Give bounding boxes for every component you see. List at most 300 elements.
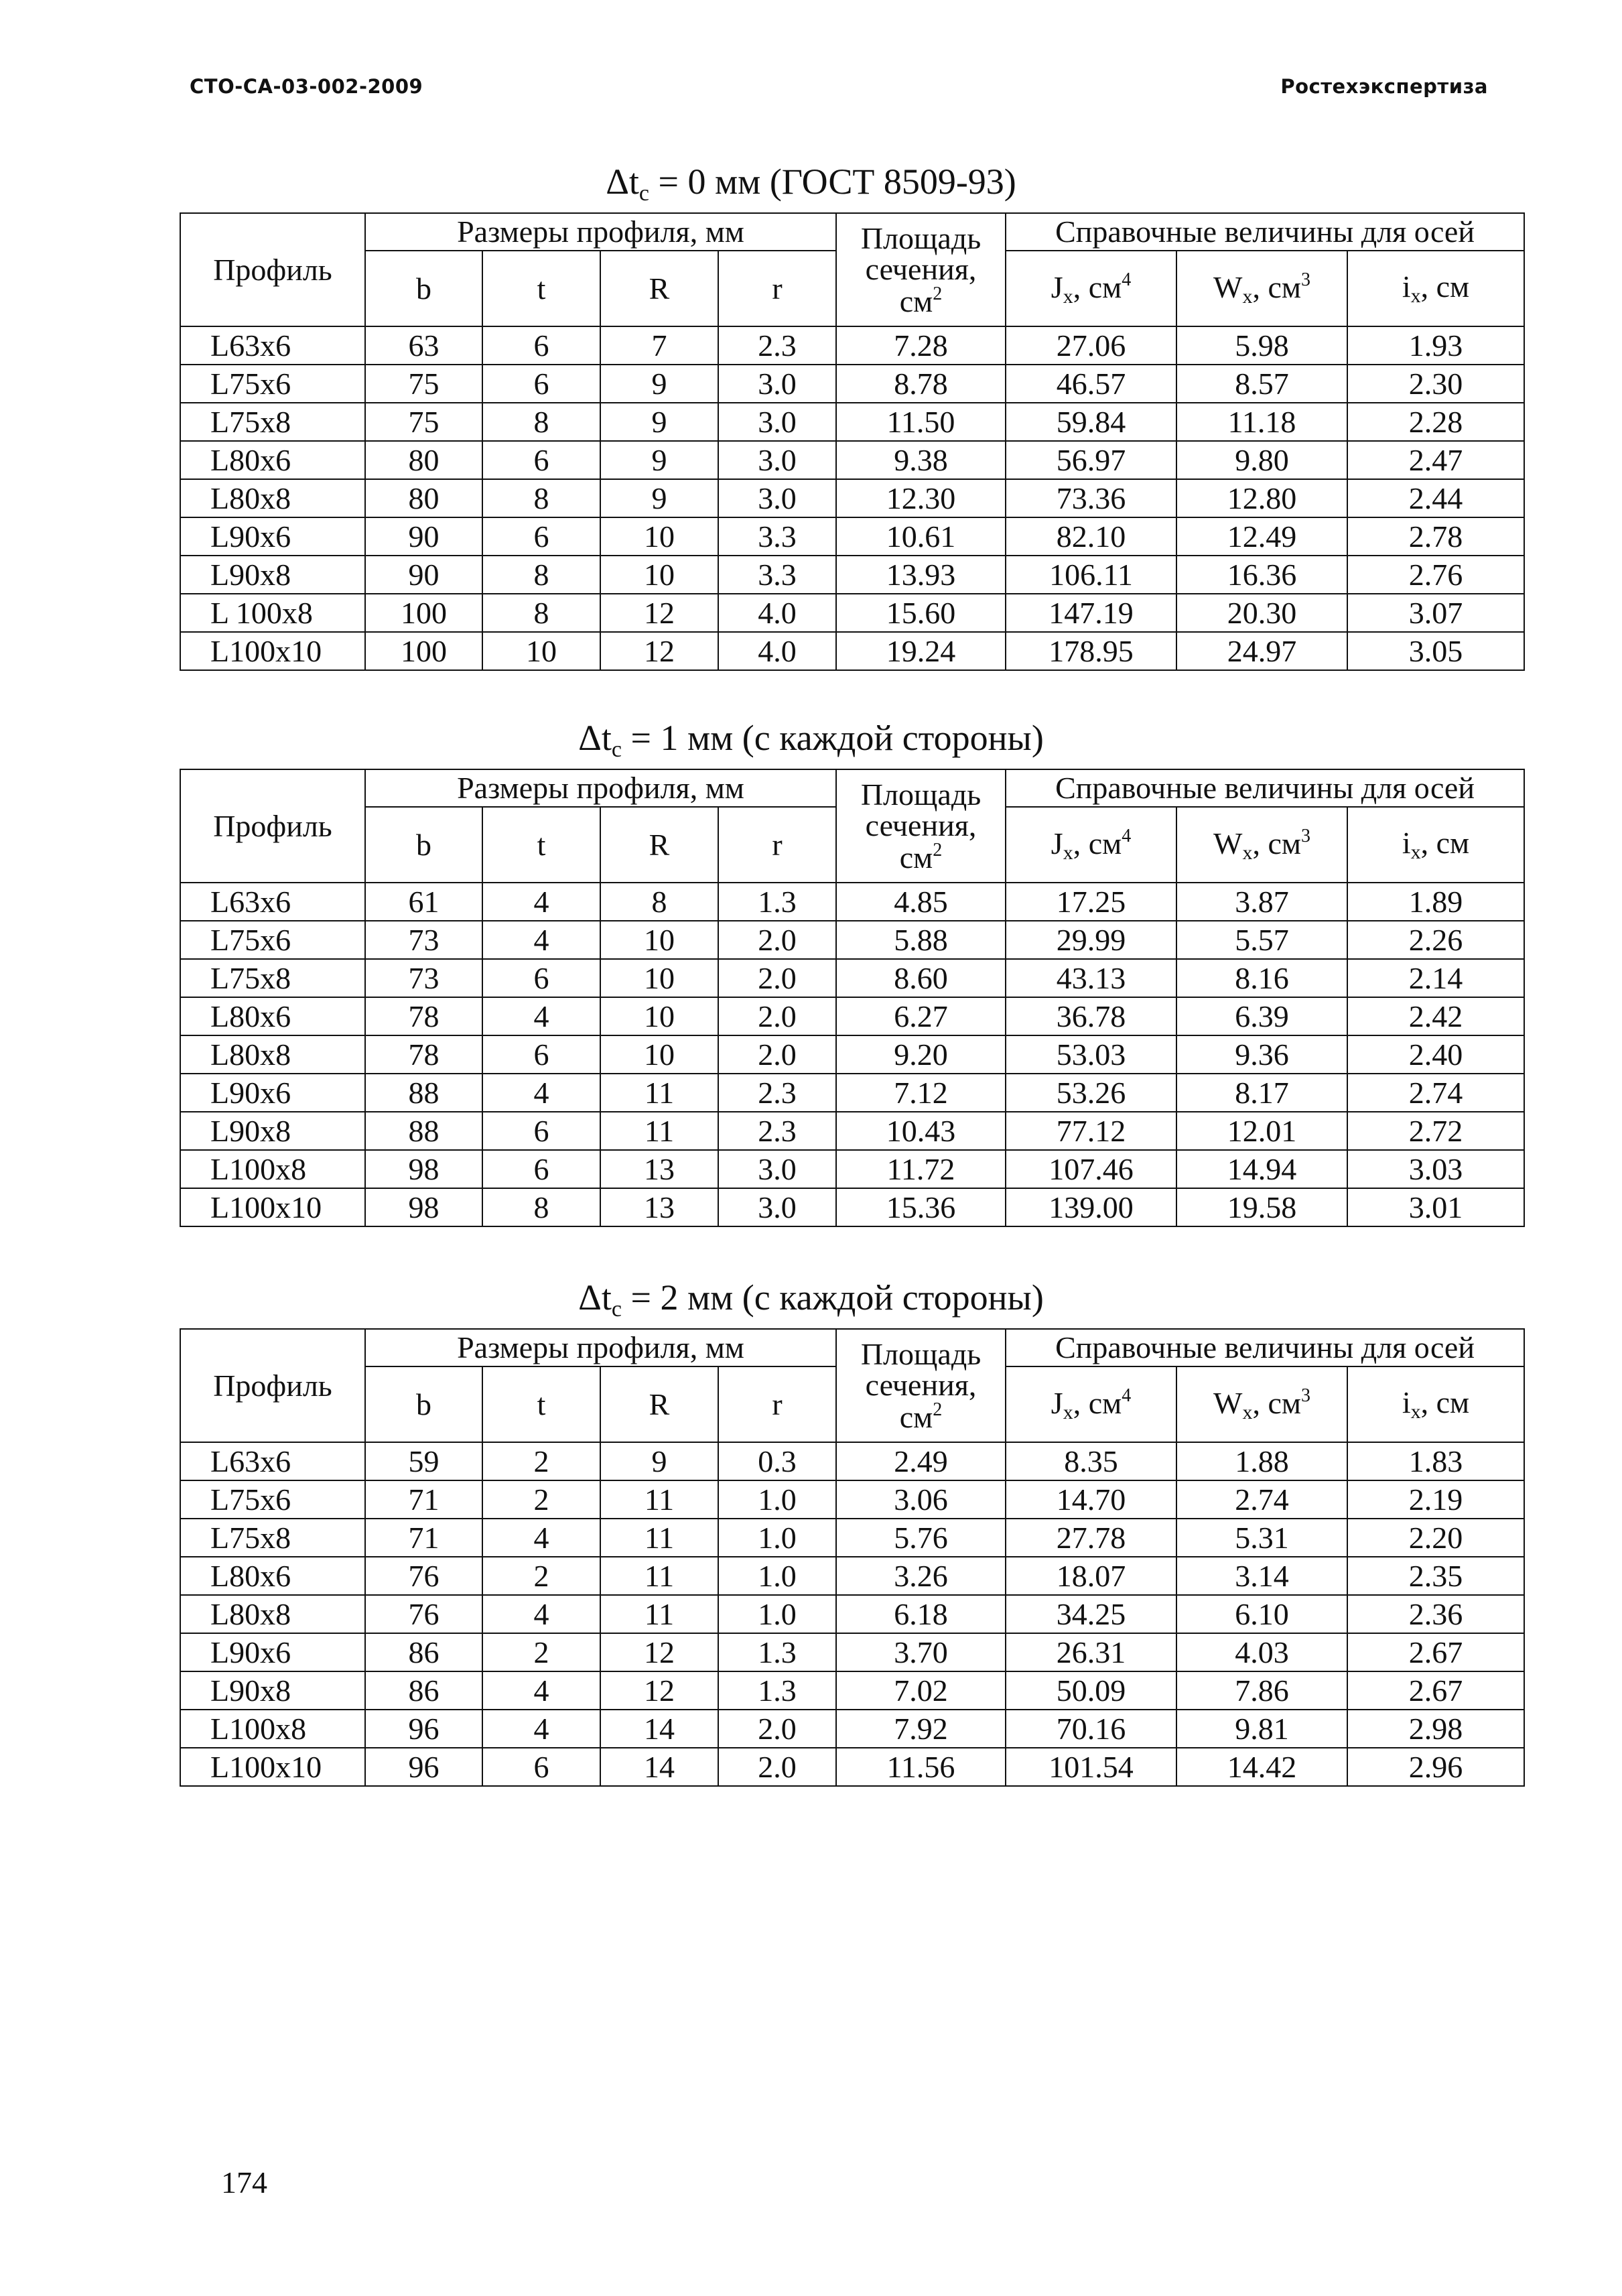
header-area-exponent: 2: [933, 839, 943, 860]
value-cell: 88: [365, 1112, 482, 1150]
value-cell: 106.11: [1006, 556, 1176, 594]
value-cell: 2.20: [1347, 1519, 1524, 1557]
header-jx: [1006, 251, 1176, 326]
value-cell: 10: [600, 997, 718, 1035]
value-cell: 16.36: [1176, 556, 1347, 594]
value-cell: 6: [482, 517, 600, 556]
value-cell: 8: [482, 1188, 600, 1226]
value-cell: 12.80: [1176, 479, 1347, 517]
value-cell: 2.74: [1347, 1074, 1524, 1112]
profile-table: [180, 769, 1525, 1227]
value-cell: 11: [600, 1557, 718, 1595]
value-cell: 8.60: [836, 959, 1006, 997]
value-cell: 8: [482, 479, 600, 517]
header-r-label: r: [772, 271, 783, 306]
header-wx-symbol: W: [1213, 269, 1243, 304]
value-cell: 2.0: [718, 997, 836, 1035]
value-cell: 1.93: [1347, 326, 1524, 365]
header-ix-symbol: i: [1402, 269, 1411, 304]
header-ix-unit: , см: [1420, 825, 1470, 860]
header-wx-subscript: x: [1242, 285, 1253, 308]
value-cell: 14: [600, 1710, 718, 1748]
profile-name-cell: L 100x8: [180, 594, 365, 632]
value-cell: 50.09: [1006, 1671, 1176, 1710]
profile-name-cell: L90x6: [180, 517, 365, 556]
header-jx: [1006, 1366, 1176, 1442]
value-cell: 1.3: [718, 1633, 836, 1671]
value-cell: 10.43: [836, 1112, 1006, 1150]
header-profile-label: Профиль: [213, 1368, 332, 1403]
value-cell: 5.98: [1176, 326, 1347, 365]
value-cell: 20.30: [1176, 594, 1347, 632]
value-cell: 1.88: [1176, 1442, 1347, 1480]
header-ix-unit: , см: [1420, 1385, 1470, 1419]
value-cell: 2.67: [1347, 1671, 1524, 1710]
value-cell: 46.57: [1006, 365, 1176, 403]
value-cell: 3.3: [718, 517, 836, 556]
header-dimensions: [365, 213, 836, 251]
value-cell: 8.16: [1176, 959, 1347, 997]
value-cell: 8: [600, 883, 718, 921]
value-cell: 10: [600, 921, 718, 959]
profile-name-cell: L90x8: [180, 556, 365, 594]
header-profile: [180, 213, 365, 326]
value-cell: 10: [600, 959, 718, 997]
value-cell: 7.92: [836, 1710, 1006, 1748]
caption-text: = 1 мм (с каждой стороны): [621, 718, 1044, 758]
table-caption: [0, 717, 1622, 763]
value-cell: 5.31: [1176, 1519, 1347, 1557]
value-cell: 90: [365, 517, 482, 556]
value-cell: 6.27: [836, 997, 1006, 1035]
value-cell: 0.3: [718, 1442, 836, 1480]
value-cell: 2.30: [1347, 365, 1524, 403]
value-cell: 8.17: [1176, 1074, 1347, 1112]
value-cell: 3.70: [836, 1633, 1006, 1671]
value-cell: 2.0: [718, 959, 836, 997]
value-cell: 3.0: [718, 403, 836, 441]
value-cell: 76: [365, 1557, 482, 1595]
value-cell: 73: [365, 921, 482, 959]
value-cell: 75: [365, 365, 482, 403]
header-ix: [1347, 251, 1524, 326]
header-t-label: t: [537, 271, 546, 306]
value-cell: 3.0: [718, 1150, 836, 1188]
profile-name-cell: L75x6: [180, 921, 365, 959]
value-cell: 1.89: [1347, 883, 1524, 921]
header-area-line2: сечения,: [865, 808, 977, 842]
header-row: [180, 1329, 1524, 1366]
profile-name-cell: L80x8: [180, 1035, 365, 1074]
value-cell: 27.06: [1006, 326, 1176, 365]
value-cell: 2.72: [1347, 1112, 1524, 1150]
value-cell: 107.46: [1006, 1150, 1176, 1188]
value-cell: 78: [365, 997, 482, 1035]
value-cell: 1.0: [718, 1519, 836, 1557]
header-wx-symbol: W: [1213, 826, 1243, 860]
value-cell: 59: [365, 1442, 482, 1480]
value-cell: 2.3: [718, 1074, 836, 1112]
value-cell: 8: [482, 403, 600, 441]
header-profile-label: Профиль: [213, 252, 332, 287]
header-t: [482, 807, 600, 883]
header-ix-subscript: x: [1410, 840, 1421, 863]
value-cell: 24.97: [1176, 632, 1347, 670]
value-cell: 13: [600, 1188, 718, 1226]
header-wx-symbol: W: [1213, 1385, 1243, 1420]
value-cell: 1.3: [718, 1671, 836, 1710]
profile-name-cell: L75x8: [180, 403, 365, 441]
value-cell: 26.31: [1006, 1633, 1176, 1671]
value-cell: 2.36: [1347, 1595, 1524, 1633]
profile-name-cell: L90x6: [180, 1633, 365, 1671]
value-cell: 1.0: [718, 1480, 836, 1519]
value-cell: 2.78: [1347, 517, 1524, 556]
value-cell: 86: [365, 1671, 482, 1710]
value-cell: 3.0: [718, 479, 836, 517]
table-row: [180, 997, 1524, 1035]
value-cell: 4: [482, 1074, 600, 1112]
value-cell: 96: [365, 1748, 482, 1786]
header-ix-symbol: i: [1402, 1385, 1411, 1419]
value-cell: 2.14: [1347, 959, 1524, 997]
value-cell: 9: [600, 1442, 718, 1480]
header-r-label: r: [772, 1387, 783, 1421]
value-cell: 11.72: [836, 1150, 1006, 1188]
value-cell: 2.35: [1347, 1557, 1524, 1595]
value-cell: 1.3: [718, 883, 836, 921]
value-cell: 2.19: [1347, 1480, 1524, 1519]
value-cell: 2: [482, 1480, 600, 1519]
header-area-line1: Площадь: [860, 777, 982, 812]
table-row: [180, 1519, 1524, 1557]
header-b-label: b: [416, 1387, 431, 1421]
page-number: 174: [221, 2165, 267, 2199]
table-caption: [0, 161, 1622, 206]
value-cell: 11: [600, 1519, 718, 1557]
value-cell: 82.10: [1006, 517, 1176, 556]
value-cell: 6.18: [836, 1595, 1006, 1633]
profile-name-cell: L90x8: [180, 1671, 365, 1710]
value-cell: 14: [600, 1748, 718, 1786]
value-cell: 98: [365, 1188, 482, 1226]
value-cell: 12: [600, 594, 718, 632]
value-cell: 13: [600, 1150, 718, 1188]
header-profile-label: Профиль: [213, 808, 332, 843]
header-area-line2: сечения,: [865, 1367, 977, 1402]
value-cell: 71: [365, 1480, 482, 1519]
value-cell: 8: [482, 556, 600, 594]
document-code: СТО-СА-03-002-2009: [190, 75, 423, 98]
value-cell: 11.18: [1176, 403, 1347, 441]
header-t-label: t: [537, 1387, 546, 1421]
value-cell: 12.30: [836, 479, 1006, 517]
value-cell: 11.56: [836, 1748, 1006, 1786]
header-reference-label: Справочные величины для осей: [1055, 214, 1475, 249]
header-jx: [1006, 807, 1176, 883]
caption-delta: Δt: [578, 1277, 612, 1318]
value-cell: 4: [482, 1519, 600, 1557]
caption-text: = 2 мм (с каждой стороны): [621, 1277, 1044, 1318]
value-cell: 80: [365, 479, 482, 517]
header-reference-values: [1006, 1329, 1524, 1366]
value-cell: 77.12: [1006, 1112, 1176, 1150]
table-row: [180, 517, 1524, 556]
value-cell: 34.25: [1006, 1595, 1176, 1633]
header-area-unit: см: [899, 840, 933, 875]
header-dimensions-label: Размеры профиля, мм: [457, 1330, 744, 1364]
header-ix-subscript: x: [1410, 284, 1421, 307]
value-cell: 12: [600, 1633, 718, 1671]
value-cell: 19.58: [1176, 1188, 1347, 1226]
value-cell: 15.60: [836, 594, 1006, 632]
table-row: [180, 632, 1524, 670]
value-cell: 178.95: [1006, 632, 1176, 670]
header-b-label: b: [416, 827, 431, 862]
value-cell: 6: [482, 1748, 600, 1786]
header-jx-unit: , см: [1073, 269, 1122, 304]
value-cell: 1.83: [1347, 1442, 1524, 1480]
profile-name-cell: L80x6: [180, 441, 365, 479]
value-cell: 6: [482, 959, 600, 997]
value-cell: 8.78: [836, 365, 1006, 403]
header-jx-exponent: 4: [1122, 825, 1132, 846]
value-cell: 98: [365, 1150, 482, 1188]
value-cell: 53.03: [1006, 1035, 1176, 1074]
value-cell: 3.01: [1347, 1188, 1524, 1226]
value-cell: 10: [600, 556, 718, 594]
profile-name-cell: L75x6: [180, 365, 365, 403]
value-cell: 4: [482, 1710, 600, 1748]
value-cell: 7.02: [836, 1671, 1006, 1710]
header-b-label: b: [416, 271, 431, 306]
value-cell: 9.20: [836, 1035, 1006, 1074]
table-row: [180, 1595, 1524, 1633]
header-profile: [180, 1329, 365, 1442]
table-row: [180, 1557, 1524, 1595]
value-cell: 2.40: [1347, 1035, 1524, 1074]
value-cell: 7.86: [1176, 1671, 1347, 1710]
value-cell: 11: [600, 1074, 718, 1112]
value-cell: 12.01: [1176, 1112, 1347, 1150]
value-cell: 10: [600, 517, 718, 556]
header-ix-subscript: x: [1410, 1400, 1421, 1423]
value-cell: 18.07: [1006, 1557, 1176, 1595]
table-row: [180, 403, 1524, 441]
value-cell: 3.0: [718, 1188, 836, 1226]
value-cell: 2.42: [1347, 997, 1524, 1035]
value-cell: 2.0: [718, 1035, 836, 1074]
value-cell: 71: [365, 1519, 482, 1557]
header-wx: [1176, 251, 1347, 326]
profile-name-cell: L100x8: [180, 1710, 365, 1748]
value-cell: 7.28: [836, 326, 1006, 365]
value-cell: 4.03: [1176, 1633, 1347, 1671]
value-cell: 9: [600, 479, 718, 517]
table-row: [180, 1035, 1524, 1074]
header-wx-unit: , см: [1252, 269, 1301, 304]
header-R: [600, 807, 718, 883]
profile-name-cell: L80x6: [180, 1557, 365, 1595]
header-t: [482, 1366, 600, 1442]
header-area: [836, 213, 1006, 326]
value-cell: 3.03: [1347, 1150, 1524, 1188]
header-ix: [1347, 1366, 1524, 1442]
value-cell: 96: [365, 1710, 482, 1748]
header-wx-subscript: x: [1242, 1401, 1253, 1423]
value-cell: 9.81: [1176, 1710, 1347, 1748]
value-cell: 7: [600, 326, 718, 365]
value-cell: 1.0: [718, 1557, 836, 1595]
value-cell: 2.49: [836, 1442, 1006, 1480]
value-cell: 3.26: [836, 1557, 1006, 1595]
table-row: [180, 1150, 1524, 1188]
value-cell: 2.98: [1347, 1710, 1524, 1748]
profile-name-cell: L100x10: [180, 1188, 365, 1226]
value-cell: 5.57: [1176, 921, 1347, 959]
value-cell: 8.35: [1006, 1442, 1176, 1480]
value-cell: 63: [365, 326, 482, 365]
table-row: [180, 1188, 1524, 1226]
value-cell: 2: [482, 1633, 600, 1671]
value-cell: 8.57: [1176, 365, 1347, 403]
header-wx-exponent: 3: [1300, 269, 1310, 290]
header-R: [600, 251, 718, 326]
header-area-unit: см: [899, 283, 933, 318]
organization-name: Ростехэкспертиза: [1280, 75, 1488, 98]
value-cell: 6.39: [1176, 997, 1347, 1035]
value-cell: 10: [600, 1035, 718, 1074]
table-row: [180, 556, 1524, 594]
header-wx: [1176, 1366, 1347, 1442]
value-cell: 2: [482, 1557, 600, 1595]
value-cell: 8: [482, 594, 600, 632]
value-cell: 53.26: [1006, 1074, 1176, 1112]
value-cell: 29.99: [1006, 921, 1176, 959]
value-cell: 13.93: [836, 556, 1006, 594]
header-jx-symbol: J: [1051, 826, 1063, 860]
value-cell: 147.19: [1006, 594, 1176, 632]
value-cell: 59.84: [1006, 403, 1176, 441]
profile-name-cell: L63x6: [180, 1442, 365, 1480]
value-cell: 2.74: [1176, 1480, 1347, 1519]
profile-name-cell: L80x8: [180, 479, 365, 517]
value-cell: 4: [482, 921, 600, 959]
header-R: [600, 1366, 718, 1442]
profile-name-cell: L75x8: [180, 1519, 365, 1557]
value-cell: 3.87: [1176, 883, 1347, 921]
value-cell: 4.0: [718, 632, 836, 670]
caption-delta: Δt: [606, 162, 639, 202]
value-cell: 4: [482, 883, 600, 921]
value-cell: 6: [482, 1112, 600, 1150]
header-jx-symbol: J: [1051, 1385, 1063, 1420]
value-cell: 6: [482, 441, 600, 479]
value-cell: 12: [600, 1671, 718, 1710]
header-jx-unit: , см: [1073, 826, 1122, 860]
header-jx-exponent: 4: [1122, 1385, 1132, 1406]
header-reference-values: [1006, 213, 1524, 251]
value-cell: 6.10: [1176, 1595, 1347, 1633]
value-cell: 2.28: [1347, 403, 1524, 441]
value-cell: 10: [482, 632, 600, 670]
header-r: [718, 251, 836, 326]
header-jx-subscript: x: [1063, 841, 1073, 864]
caption-subscript: c: [611, 737, 622, 762]
header-dimensions: [365, 769, 836, 807]
profile-name-cell: L90x6: [180, 1074, 365, 1112]
value-cell: 12.49: [1176, 517, 1347, 556]
value-cell: 4.0: [718, 594, 836, 632]
header-row: [180, 213, 1524, 251]
profile-table: [180, 212, 1525, 671]
value-cell: 61: [365, 883, 482, 921]
value-cell: 4.85: [836, 883, 1006, 921]
value-cell: 15.36: [836, 1188, 1006, 1226]
value-cell: 2.0: [718, 1710, 836, 1748]
header-dimensions-label: Размеры профиля, мм: [457, 771, 744, 805]
value-cell: 4: [482, 1671, 600, 1710]
value-cell: 70.16: [1006, 1710, 1176, 1748]
caption-subscript: c: [638, 181, 650, 206]
value-cell: 139.00: [1006, 1188, 1176, 1226]
value-cell: 14.42: [1176, 1748, 1347, 1786]
value-cell: 5.88: [836, 921, 1006, 959]
value-cell: 2.26: [1347, 921, 1524, 959]
value-cell: 9.38: [836, 441, 1006, 479]
header-jx-subscript: x: [1063, 285, 1073, 308]
header-jx-subscript: x: [1063, 1401, 1073, 1423]
value-cell: 76: [365, 1595, 482, 1633]
value-cell: 11: [600, 1112, 718, 1150]
value-cell: 73: [365, 959, 482, 997]
value-cell: 9: [600, 365, 718, 403]
value-cell: 3.0: [718, 365, 836, 403]
profile-name-cell: L80x8: [180, 1595, 365, 1633]
value-cell: 2.47: [1347, 441, 1524, 479]
table-row: [180, 1671, 1524, 1710]
header-b: [365, 1366, 482, 1442]
header-r-label: r: [772, 827, 783, 862]
header-wx-exponent: 3: [1300, 1385, 1310, 1406]
value-cell: 36.78: [1006, 997, 1176, 1035]
header-dimensions-label: Размеры профиля, мм: [457, 214, 744, 249]
value-cell: 7.12: [836, 1074, 1006, 1112]
table-row: [180, 1442, 1524, 1480]
value-cell: 6: [482, 326, 600, 365]
header-area-line1: Площадь: [860, 1336, 982, 1371]
caption-delta: Δt: [578, 718, 612, 758]
header-t: [482, 251, 600, 326]
value-cell: 17.25: [1006, 883, 1176, 921]
header-area-line2: сечения,: [865, 251, 977, 286]
profile-name-cell: L100x10: [180, 632, 365, 670]
value-cell: 86: [365, 1633, 482, 1671]
header-wx-unit: , см: [1252, 826, 1301, 860]
table-row: [180, 921, 1524, 959]
profile-name-cell: L63x6: [180, 326, 365, 365]
header-jx-unit: , см: [1073, 1385, 1122, 1420]
header-jx-exponent: 4: [1122, 269, 1132, 290]
header-area-exponent: 2: [933, 283, 943, 304]
value-cell: 2.3: [718, 326, 836, 365]
value-cell: 4: [482, 997, 600, 1035]
value-cell: 2.76: [1347, 556, 1524, 594]
profile-table: [180, 1328, 1525, 1787]
value-cell: 101.54: [1006, 1748, 1176, 1786]
value-cell: 14.94: [1176, 1150, 1347, 1188]
header-wx-unit: , см: [1252, 1385, 1301, 1420]
